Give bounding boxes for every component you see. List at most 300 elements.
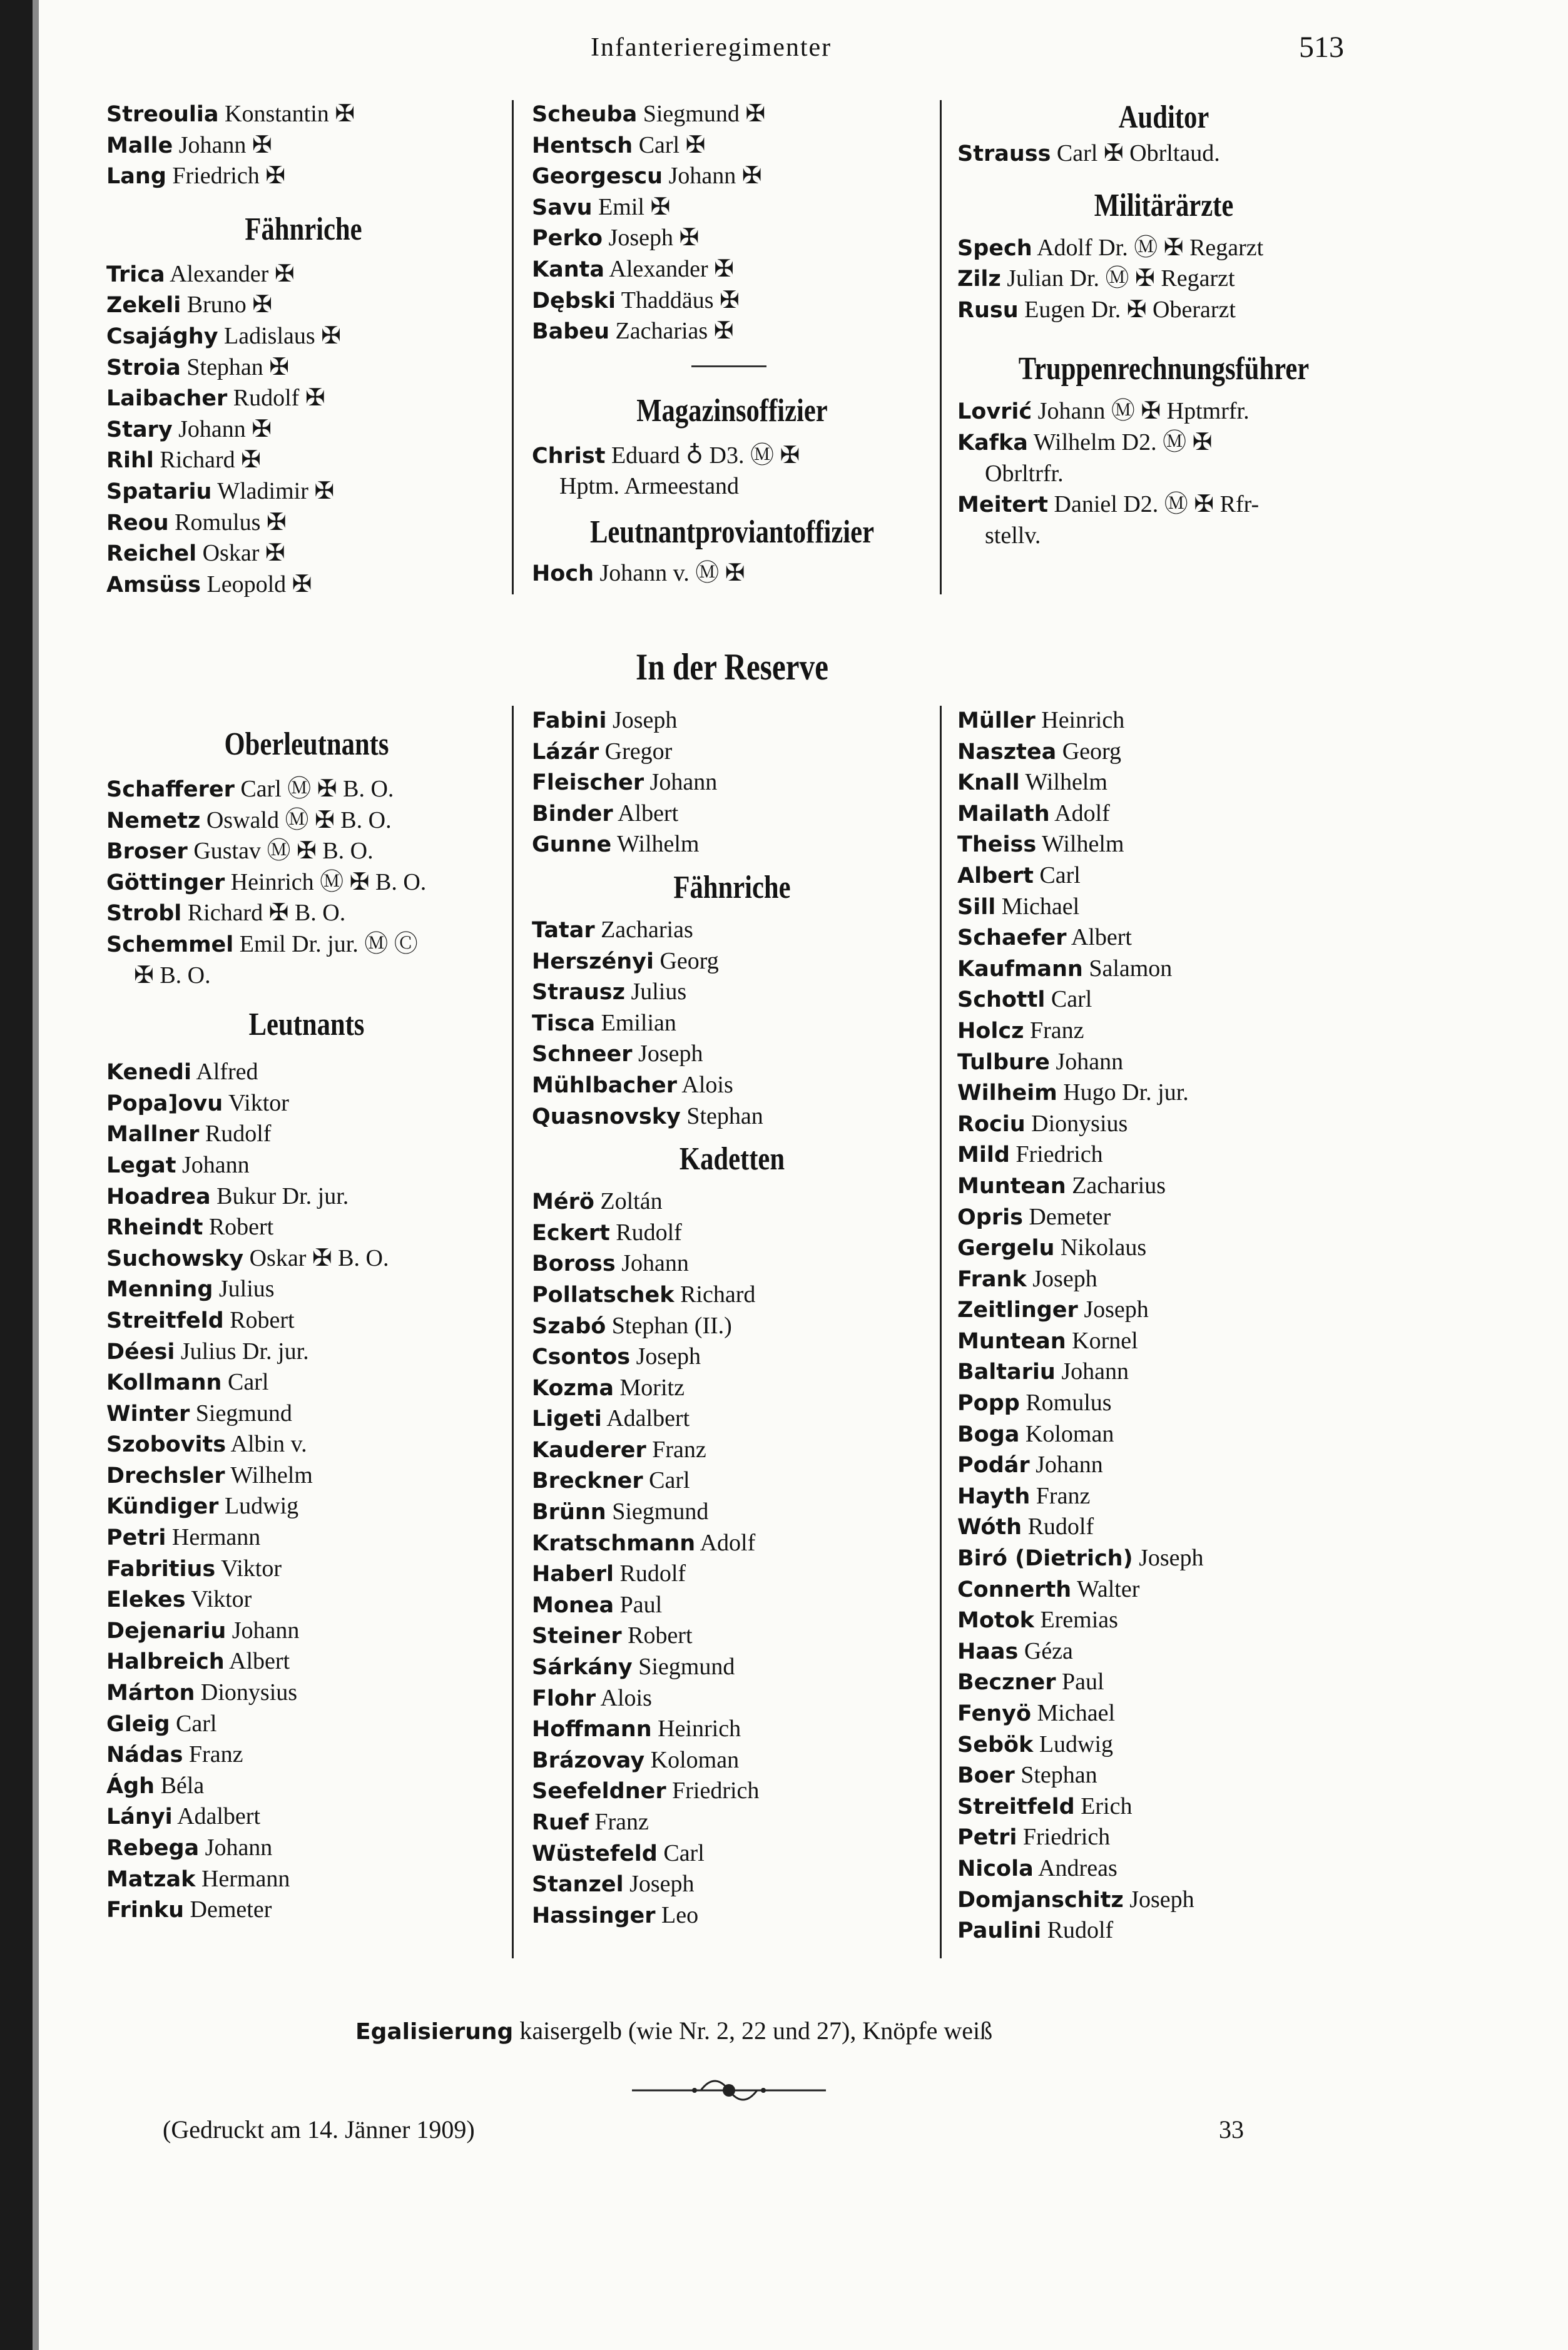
surname: Csajághy [106, 323, 218, 349]
entry-details: Carl [1051, 986, 1092, 1013]
roster-entry [957, 1915, 1370, 1946]
entry-details: Kornel [1072, 1327, 1138, 1354]
entry-details: Viktor [221, 1555, 282, 1582]
entry-details: Julius Dr. jur. [180, 1338, 309, 1365]
surname: Theiss [957, 832, 1037, 858]
surname: Fleischer [532, 770, 644, 796]
roster-entry [957, 1729, 1370, 1761]
entry-details: Joseph ✠ [608, 225, 700, 252]
surname: Kündiger [106, 1494, 219, 1520]
roster-entry [957, 1015, 1370, 1047]
roster-entry [532, 1101, 932, 1132]
roster-entry [106, 1584, 507, 1615]
roster-entry [532, 1465, 932, 1497]
roster-entry [957, 1450, 1370, 1481]
roster-entry [532, 192, 932, 223]
roster-entry [106, 1615, 507, 1647]
surname: Rebega [106, 1836, 200, 1861]
surname: Herszényi [532, 949, 654, 974]
entry-details: Albin v. [230, 1431, 307, 1458]
entry-details: Johann [649, 769, 718, 796]
top-column-3 [957, 99, 1370, 551]
surname: Sebök [957, 1732, 1034, 1757]
roster-entry [957, 1512, 1370, 1543]
surname: Lang [106, 164, 166, 190]
surname: Flohr [532, 1686, 596, 1711]
surname: Zekeli [106, 293, 181, 318]
surname: Halbreich [106, 1649, 225, 1675]
entry-details: Bukur Dr. jur. [216, 1183, 349, 1209]
short-rule [691, 365, 766, 367]
entry-details: Alfred [196, 1059, 258, 1086]
surname: Rociu [957, 1111, 1026, 1137]
entry-details: Stephan [686, 1102, 763, 1129]
entry-details: Gregor [604, 738, 673, 765]
section-heading-militaeraerzte: Militärärzte [1094, 187, 1234, 223]
entry-details: Joseph [1032, 1265, 1097, 1292]
entry-details: Zacharias ✠ [615, 318, 734, 345]
roster-entry [957, 1760, 1370, 1791]
surname: Tatar [532, 917, 595, 943]
egalisierung-text: kaisergelb (wie Nr. 2, 22 und 27), Knöpfe weiß [519, 2017, 993, 2045]
roster-entry [106, 929, 507, 960]
surname: Kozma [532, 1375, 614, 1401]
roster-entry [106, 476, 501, 507]
surname: Brázovay [532, 1747, 645, 1773]
surname: Babeu [532, 319, 610, 345]
roster-entry [106, 774, 507, 805]
roster-entry [106, 1119, 507, 1150]
roster-entry [532, 1590, 932, 1621]
surname: Sárkány [532, 1655, 633, 1681]
roster-entry [957, 1791, 1370, 1823]
roster-entry [106, 1709, 507, 1740]
entry-details: Richard ✠ [160, 447, 262, 474]
top-column-2 [532, 99, 932, 589]
section-heading-faehnriche: Fähnriche [245, 211, 362, 247]
roster-entry [106, 538, 501, 569]
surname: Zilz [957, 267, 1001, 292]
entry-details: Alexander ✠ [170, 260, 295, 287]
surname: Hentsch [532, 133, 633, 158]
entry-details: Rudolf [1047, 1917, 1114, 1944]
roster-entry [532, 1039, 932, 1070]
surname: Malle [106, 133, 173, 158]
surname: Winter [106, 1401, 190, 1427]
roster-entry [957, 1419, 1370, 1450]
surname: Kenedi [106, 1060, 191, 1086]
surname: Podár [957, 1453, 1030, 1478]
roster-entry [106, 1367, 507, 1398]
entry-details: Dionysius [200, 1679, 298, 1706]
roster-entry [106, 1833, 507, 1864]
surname: Fabritius [106, 1556, 216, 1582]
surname: Stanzel [532, 1872, 624, 1898]
surname: Márton [106, 1681, 195, 1706]
roster-entry [957, 954, 1370, 985]
entry-details: Moritz [619, 1374, 685, 1401]
entry-details: Julius [631, 979, 687, 1005]
entry-details: Rudolf ✠ [233, 385, 325, 412]
roster-entry [532, 471, 932, 502]
roster-entry [957, 459, 1370, 490]
surname: Tisca [532, 1010, 596, 1036]
section-heading-auditor: Auditor [1118, 99, 1209, 135]
surname: Baltariu [957, 1360, 1056, 1385]
bottom-column-1 [106, 726, 507, 1926]
entry-details: Carl ✠ Obrltaud. [1056, 140, 1220, 166]
entry-details: Daniel D2. Ⓜ ✠ Rfr- [1054, 491, 1260, 518]
roster-entry [106, 1460, 507, 1492]
roster-entry [106, 1243, 507, 1274]
roster-entry [957, 263, 1370, 295]
roster-entry [106, 352, 501, 384]
roster-entry [957, 984, 1370, 1015]
surname: Monea [532, 1592, 614, 1618]
entry-details: Wladimir ✠ [217, 477, 335, 504]
entry-details: Stephan (II.) [611, 1312, 732, 1339]
surname: Trica [106, 262, 165, 287]
entry-details: Rudolf [1027, 1513, 1094, 1540]
surname: Mild [957, 1142, 1010, 1168]
surname: Frank [957, 1266, 1027, 1292]
entry-details: Johann [1061, 1358, 1129, 1385]
roster-entry [106, 1429, 507, 1460]
roster-entry [106, 290, 501, 321]
entry-details: Heinrich [1041, 707, 1125, 733]
entry-details: Géza [1024, 1637, 1073, 1664]
surname: Savu [532, 195, 593, 220]
surname: Scheuba [532, 102, 638, 127]
section-heading-leutnantproviantoffizier: Leutnantproviantoffizier [589, 514, 874, 550]
roster-entry [957, 1698, 1370, 1729]
page-title: Infanterieregimenter [591, 33, 832, 62]
entry-details: Carl [176, 1710, 217, 1737]
surname: Rheindt [106, 1215, 203, 1241]
surname: Lányi [106, 1804, 173, 1830]
roster-entry [532, 977, 932, 1008]
entry-details: Paul [619, 1591, 663, 1618]
surname: Boer [957, 1763, 1015, 1789]
surname: Reou [106, 510, 169, 536]
entry-details: Obrltrfr. [985, 460, 1064, 487]
surname: Seefeldner [532, 1779, 666, 1804]
surname: Binder [532, 801, 613, 827]
roster-entry [106, 445, 501, 476]
entry-details: Johann [1056, 1048, 1124, 1075]
surname: Petri [957, 1825, 1017, 1851]
surname: Meitert [957, 492, 1049, 518]
entry-details: Walter [1077, 1575, 1140, 1602]
entry-details: Joseph [629, 1871, 695, 1898]
entry-details: Friedrich ✠ [172, 163, 286, 190]
entry-details: Siegmund [195, 1400, 292, 1427]
entry-details: Alois [681, 1071, 733, 1098]
entry-details: Stephan ✠ [186, 354, 290, 380]
roster-entry [957, 1109, 1370, 1140]
surname: Tulbure [957, 1049, 1050, 1075]
section-heading-magazinsoffizier: Magazinsoffizier [636, 392, 828, 429]
entry-details: Adalbert [177, 1803, 261, 1830]
surname: Kratschmann [532, 1530, 696, 1556]
running-header [0, 33, 1568, 70]
entry-details: Joseph [638, 1040, 703, 1067]
roster-entry [106, 383, 501, 414]
entry-details: Michael [1001, 893, 1080, 920]
surname: Motok [957, 1608, 1034, 1634]
surname: Kanta [532, 257, 605, 282]
roster-entry [106, 1491, 507, 1522]
roster-entry [957, 1264, 1370, 1295]
roster-entry [106, 161, 501, 192]
roster-entry [532, 1683, 932, 1714]
entry-details: Johann [232, 1617, 300, 1644]
entry-details: Oskar ✠ [202, 540, 285, 567]
surname: Albert [957, 863, 1034, 888]
entry-details: Heinrich Ⓜ ✠ B. O. [230, 868, 427, 895]
roster-entry [532, 1497, 932, 1528]
roster-entry [106, 1522, 507, 1554]
entry-details: Alois [600, 1684, 652, 1711]
entry-details: Romulus [1026, 1390, 1112, 1417]
entry-details: Johann [181, 1151, 250, 1178]
entry-details: Zacharius [1072, 1172, 1166, 1199]
scan-edge-shadow [33, 0, 39, 2350]
surname: Hassinger [532, 1903, 656, 1928]
surname: Schneer [532, 1042, 633, 1067]
surname: Rihl [106, 448, 154, 474]
column-rule-top-1 [512, 100, 514, 594]
surname: Popp [957, 1391, 1020, 1417]
roster-entry [106, 1771, 507, 1802]
surname: Beczner [957, 1670, 1056, 1696]
entry-details: Hptm. Armeestand [559, 473, 740, 500]
surname: Nasztea [957, 739, 1057, 765]
roster-entry [957, 396, 1370, 427]
entry-details: Franz [1036, 1482, 1091, 1509]
entry-details: Robert [230, 1306, 295, 1333]
surname: Rusu [957, 297, 1019, 323]
roster-entry [532, 1869, 932, 1900]
entry-details: Adalbert [606, 1405, 690, 1432]
entry-details: Johann [1036, 1452, 1103, 1478]
entry-details: Thaddäus ✠ [621, 287, 740, 313]
entry-details: Friedrich [1022, 1824, 1111, 1851]
surname: Menning [106, 1277, 213, 1303]
entry-details: Ladislaus ✠ [224, 322, 342, 349]
surname: Haberl [532, 1562, 614, 1587]
roster-entry [957, 829, 1370, 860]
entry-details: Carl [663, 1839, 705, 1866]
entry-details: Robert [628, 1622, 693, 1649]
surname: Muntean [957, 1173, 1066, 1199]
surname: Georgescu [532, 164, 663, 190]
roster-entry [532, 1776, 932, 1807]
surname: Gergelu [957, 1236, 1055, 1261]
roster-entry [957, 1605, 1370, 1636]
entry-details: Alexander ✠ [609, 255, 735, 282]
roster-entry [106, 1554, 507, 1585]
entry-details: Salamon [1089, 955, 1173, 982]
entry-details: Emilian [601, 1009, 676, 1036]
section-heading-oberleutnants: Oberleutnants [224, 726, 389, 762]
entry-details: Hermann [171, 1524, 261, 1551]
roster-entry [106, 1336, 507, 1368]
surname: Quasnovsky [532, 1104, 681, 1129]
surname: Hayth [957, 1483, 1031, 1509]
roster-entry [957, 1356, 1370, 1388]
roster-entry [106, 1150, 507, 1181]
surname: Dejenariu [106, 1618, 227, 1644]
top-column-1 [106, 99, 501, 600]
entry-details: Demeter [1029, 1203, 1111, 1230]
roster-entry [106, 1895, 507, 1926]
entry-details: Emil ✠ [598, 193, 671, 220]
surname: Nádas [106, 1742, 183, 1768]
egalisierung-label: Egalisierung [355, 2019, 514, 2045]
entry-details: Wilhelm [617, 831, 700, 858]
roster-entry [106, 1801, 507, 1833]
surname: Mühlbacher [532, 1072, 677, 1098]
roster-entry [957, 233, 1370, 264]
roster-entry [957, 1295, 1370, 1326]
roster-entry [957, 922, 1370, 954]
surname: Mérö [532, 1189, 594, 1215]
surname: Strausz [532, 980, 625, 1005]
surname: Kafka [957, 430, 1028, 455]
roster-entry [532, 1403, 932, 1435]
entry-details: Rudolf [616, 1219, 682, 1246]
entry-details: Gustav Ⓜ ✠ B. O. [193, 838, 374, 865]
roster-entry [106, 99, 501, 130]
roster-entry [957, 1853, 1370, 1885]
surname: Hoadrea [106, 1184, 211, 1209]
surname: Broser [106, 839, 188, 865]
surname: Paulini [957, 1918, 1042, 1944]
section-heading-kadetten: Kadetten [679, 1141, 785, 1178]
roster-entry [532, 705, 932, 736]
roster-entry [957, 1171, 1370, 1202]
surname: Fabini [532, 708, 607, 733]
roster-entry [532, 829, 932, 860]
entry-details: Joseph [1139, 1545, 1204, 1572]
roster-entry [532, 1620, 932, 1652]
roster-entry [957, 798, 1370, 830]
roster-entry [957, 705, 1370, 736]
roster-entry [532, 1838, 932, 1869]
entry-details: Wilhelm [1042, 831, 1124, 858]
roster-entry [957, 1822, 1370, 1853]
roster-entry [532, 1714, 932, 1745]
roster-entry [532, 1807, 932, 1838]
surname: Laibacher [106, 386, 228, 412]
surname: Reichel [106, 541, 197, 567]
roster-entry [106, 805, 507, 837]
surname: Szabó [532, 1313, 606, 1339]
roster-entry [106, 414, 501, 445]
surname: Schemmel [106, 932, 234, 957]
surname: Strauss [957, 141, 1051, 166]
entry-details: Friedrich [672, 1778, 760, 1804]
entry-details: Stephan [1021, 1762, 1097, 1789]
entry-details: Demeter [190, 1896, 272, 1923]
roster-entry [106, 321, 501, 352]
roster-entry [532, 130, 932, 161]
roster-entry [106, 1088, 507, 1119]
scan-edge [0, 0, 33, 2350]
entry-details: Oswald Ⓜ ✠ B. O. [206, 806, 392, 833]
roster-entry [957, 1202, 1370, 1233]
entry-details: Koloman [650, 1746, 740, 1773]
roster-entry [532, 1279, 932, 1311]
surname: Gleig [106, 1711, 170, 1737]
entry-details: Wilhelm [1025, 769, 1107, 796]
surname: Ligeti [532, 1406, 602, 1432]
surname: Dębski [532, 288, 616, 313]
roster-entry [532, 99, 932, 130]
entry-details: Romulus ✠ [175, 509, 287, 536]
entry-details: Adolf [700, 1529, 756, 1556]
entry-details: Dionysius [1031, 1110, 1128, 1137]
entry-details: Siegmund [638, 1654, 735, 1681]
entry-details: Albert [618, 800, 679, 827]
surname: Ágh [106, 1773, 155, 1799]
surname: Lázár [532, 739, 599, 765]
surname: Mailath [957, 801, 1050, 827]
entry-details: Johann v. Ⓜ ✠ [599, 559, 745, 586]
entry-details: Wilhelm D2. Ⓜ ✠ [1033, 429, 1213, 455]
surname: Wóth [957, 1515, 1022, 1540]
roster-entry [532, 1373, 932, 1404]
roster-entry [957, 736, 1370, 768]
entry-details: Johann ✠ [668, 163, 762, 190]
roster-entry [957, 295, 1370, 326]
entry-details: Richard [680, 1281, 756, 1308]
roster-entry [106, 1646, 507, 1677]
roster-entry [106, 259, 501, 290]
roster-entry [532, 1341, 932, 1373]
roster-entry [532, 1248, 932, 1279]
roster-entry [957, 860, 1370, 892]
roster-entry [106, 1181, 507, 1213]
roster-entry [957, 1667, 1370, 1698]
entry-details: Erich [1081, 1793, 1133, 1819]
roster-entry [532, 1652, 932, 1683]
entry-details: Joseph [636, 1343, 701, 1370]
surname: Legat [106, 1152, 176, 1178]
roster-entry [106, 507, 501, 539]
entry-details: ✠ B. O. [134, 962, 211, 989]
roster-entry [106, 1739, 507, 1771]
entry-details: Nikolaus [1060, 1234, 1147, 1261]
surname: Matzak [106, 1866, 196, 1892]
roster-entry [957, 767, 1370, 798]
entry-details: Leo [661, 1901, 699, 1928]
roster-entry [532, 223, 932, 254]
entry-details: Ludwig [1039, 1731, 1114, 1757]
surname: Lovrić [957, 399, 1032, 425]
entry-details: Carl [1039, 862, 1081, 888]
roster-entry [106, 1212, 507, 1243]
roster-entry [106, 1057, 507, 1088]
roster-entry [532, 1900, 932, 1931]
surname: Haas [957, 1639, 1019, 1664]
entry-details: Carl [227, 1369, 269, 1396]
surname: Holcz [957, 1018, 1024, 1044]
page-number: 513 [1299, 31, 1344, 64]
roster-entry [957, 1885, 1370, 1916]
entry-details: Hermann [201, 1865, 290, 1892]
